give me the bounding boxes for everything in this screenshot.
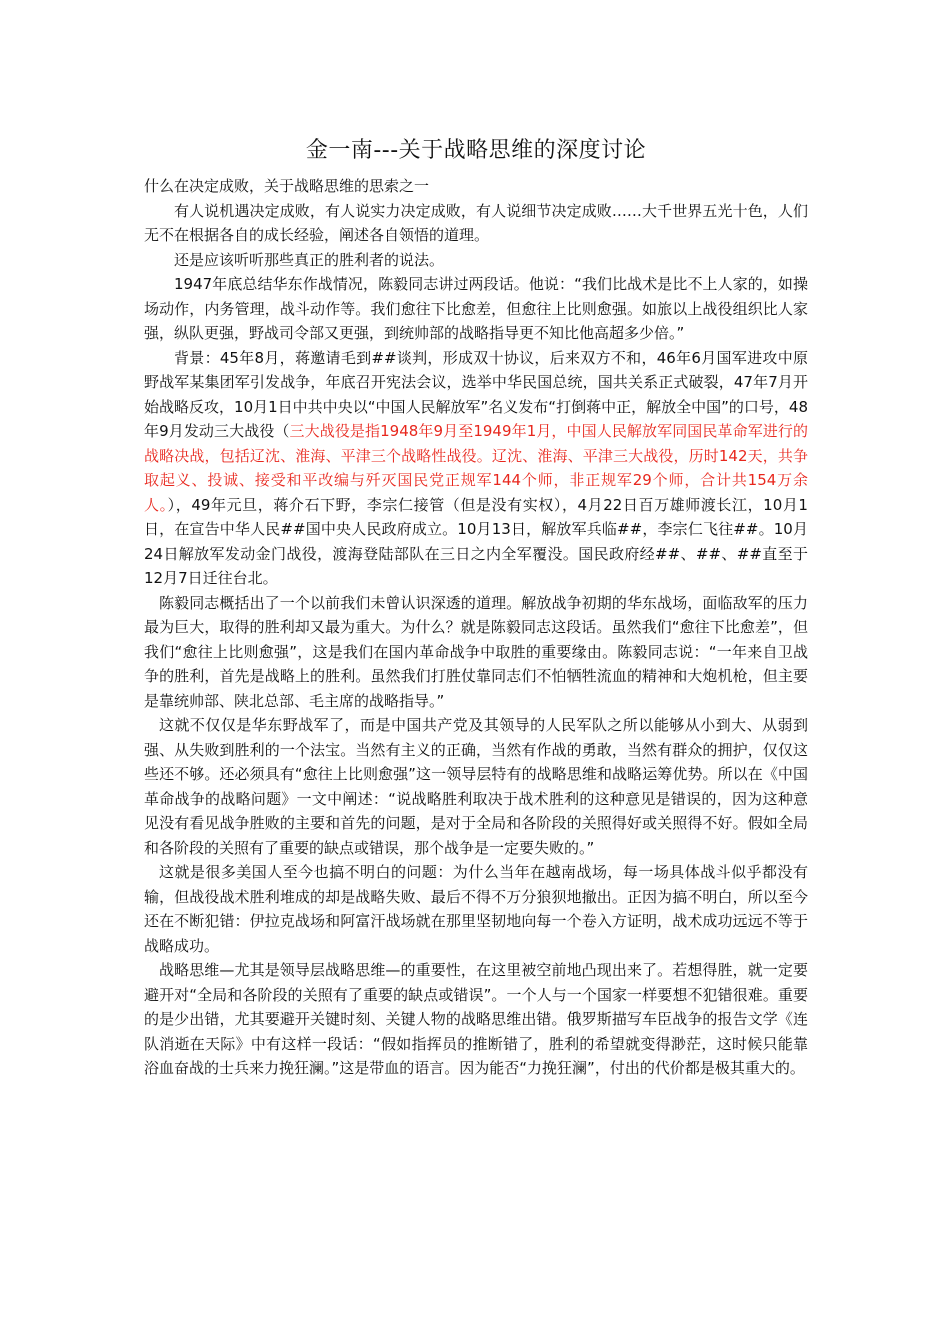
paragraph-5: 陈毅同志概括出了一个以前我们未曾认识深透的道理。解放战争初期的华东战场，面临敌军的压力最为巨大，取得的胜利却又最为重大。为什么？就是陈毅同志这段话。虽然我们“愈往下比愈差”，但我们“愈往上比则愈强”，这是我们在国内革命战争中取胜的重要缘由。陈毅同志说：“一年来自卫战争的胜利，首先是战略上的胜利。虽然我们打胜仗靠同志们不怕牺牲流血的精神和大炮机枪，但主要是靠统帅部、陕北总部、毛主席的战略指导。” bbox=[144, 593, 808, 710]
paragraph-1: 有人说机遇决定成败，有人说实力决定成败，有人说细节决定成败……大千世界五光十色，人们无不在根据各自的成长经验，阐述各自领悟的道理。 bbox=[144, 201, 808, 244]
document-page bbox=[144, 134, 808, 1081]
paragraph-3: 1947年底总结华东作战情况，陈毅同志讲过两段话。他说：“我们比战术是比不上人家的，如操场动作，内务管理，战斗动作等。我们愈往下比愈差，但愈往上比则愈强。如旅以上战役组织比人家强，纵队更强，野战司令部又更强，到统帅部的战略指导更不知比他高超多少倍。” bbox=[144, 275, 808, 342]
document-subtitle: 什么在决定成败，关于战略思维的思索之一 bbox=[144, 177, 430, 195]
paragraph-8: 战略思维—尤其是领导层战略思维—的重要性，在这里被空前地凸现出来了。若想得胜，就一定要避开对“全局和各阶段的关照有了重要的缺点或错误”。一个人与一个国家一样要想不犯错很难。重要的是少出错，尤其要避开关键时刻、关键人物的战略思维出错。俄罗斯描写车臣战争的报告文学《连队消逝在天际》中有这样一段话：“假如指挥员的推断错了，胜利的希望就变得渺茫，这时候只能靠浴血奋战的士兵来力挽狂澜。”这是带血的语言。因为能否“力挽狂澜”，付出的代价都是极其重大的。 bbox=[144, 961, 808, 1077]
paragraph-4-highlight: 三大战役是指1948年9月至1949年1月，中国人民解放军同国民革命军进行的战略决战，包括辽沈、淮海、平津三个战略性战役。辽沈、淮海、平津三大战役，历时142天，共争取起义、投诚、接受和平改编与歼灭国民党正规军144个师，非正规军29个师，合计共154万余人。 bbox=[144, 422, 808, 514]
paragraph-4-text-before: 背景：45年8月，蒋邀请毛到##谈判，形成双十协议，后来双方不和，46年6月国军进攻中原野战军某集团军引发战争，年底召开宪法会议，选举中华民国总统，国共关系正式破裂，47年7月开始战略反攻，10月1日中共中央以“中国人民解放军”名义发布“打倒蒋中正，解放全中国”的口号，48年9月发动三大战役（ bbox=[144, 348, 808, 440]
paragraph-7: 这就是很多美国人至今也搞不明白的问题：为什么当年在越南战场，每一场具体战斗似乎都没有输，但战役战术胜利堆成的却是战略失败、最后不得不万分狼狈地撤出。正因为搞不明白，所以至今还在不断犯错：伊拉克战场和阿富汗战场就在那里坚韧地向每一个卷入方证明，战术成功远远不等于战略成功。 bbox=[144, 863, 808, 955]
paragraph-4 bbox=[144, 346, 808, 591]
document-title: 金一南---关于战略思维的深度讨论 bbox=[305, 138, 647, 163]
paragraph-6: 这就不仅仅是华东野战军了，而是中国共产党及其领导的人民军队之所以能够从小到大、从弱到强、从失败到胜利的一个法宝。当然有主义的正确，当然有作战的勇敢，当然有群众的拥护，仅仅这些还不够。还必须具有“愈往上比则愈强”这一领导层特有的战略思维和战略运筹优势。所以在《中国革命战争的战略问题》一文中阐述：“说战略胜利取决于战术胜利的这种意见是错误的，因为这种意见没有看见战争胜败的主要和首先的问题，是对于全局和各阶段的关照得好或关照得不好。假如全局和各阶段的关照有了重要的缺点或错误，那个战争是一定要失败的。” bbox=[144, 716, 808, 857]
paragraph-4-text-after: ），49年元旦，蒋介石下野，李宗仁接管（但是没有实权），4月22日百万雄师渡长江，10月1日，在宣告中华人民##国中央人民政府成立。10月13日，解放军兵临##，李宗仁飞往##。10月24日解放军发动金门战役，渡海登陆部队在三日之内全军覆没。国民政府经##、##、##直至于12月7日迁往台北。 bbox=[144, 495, 808, 587]
paragraph-2: 还是应该听听那些真正的胜利者的说法。 bbox=[174, 250, 445, 269]
